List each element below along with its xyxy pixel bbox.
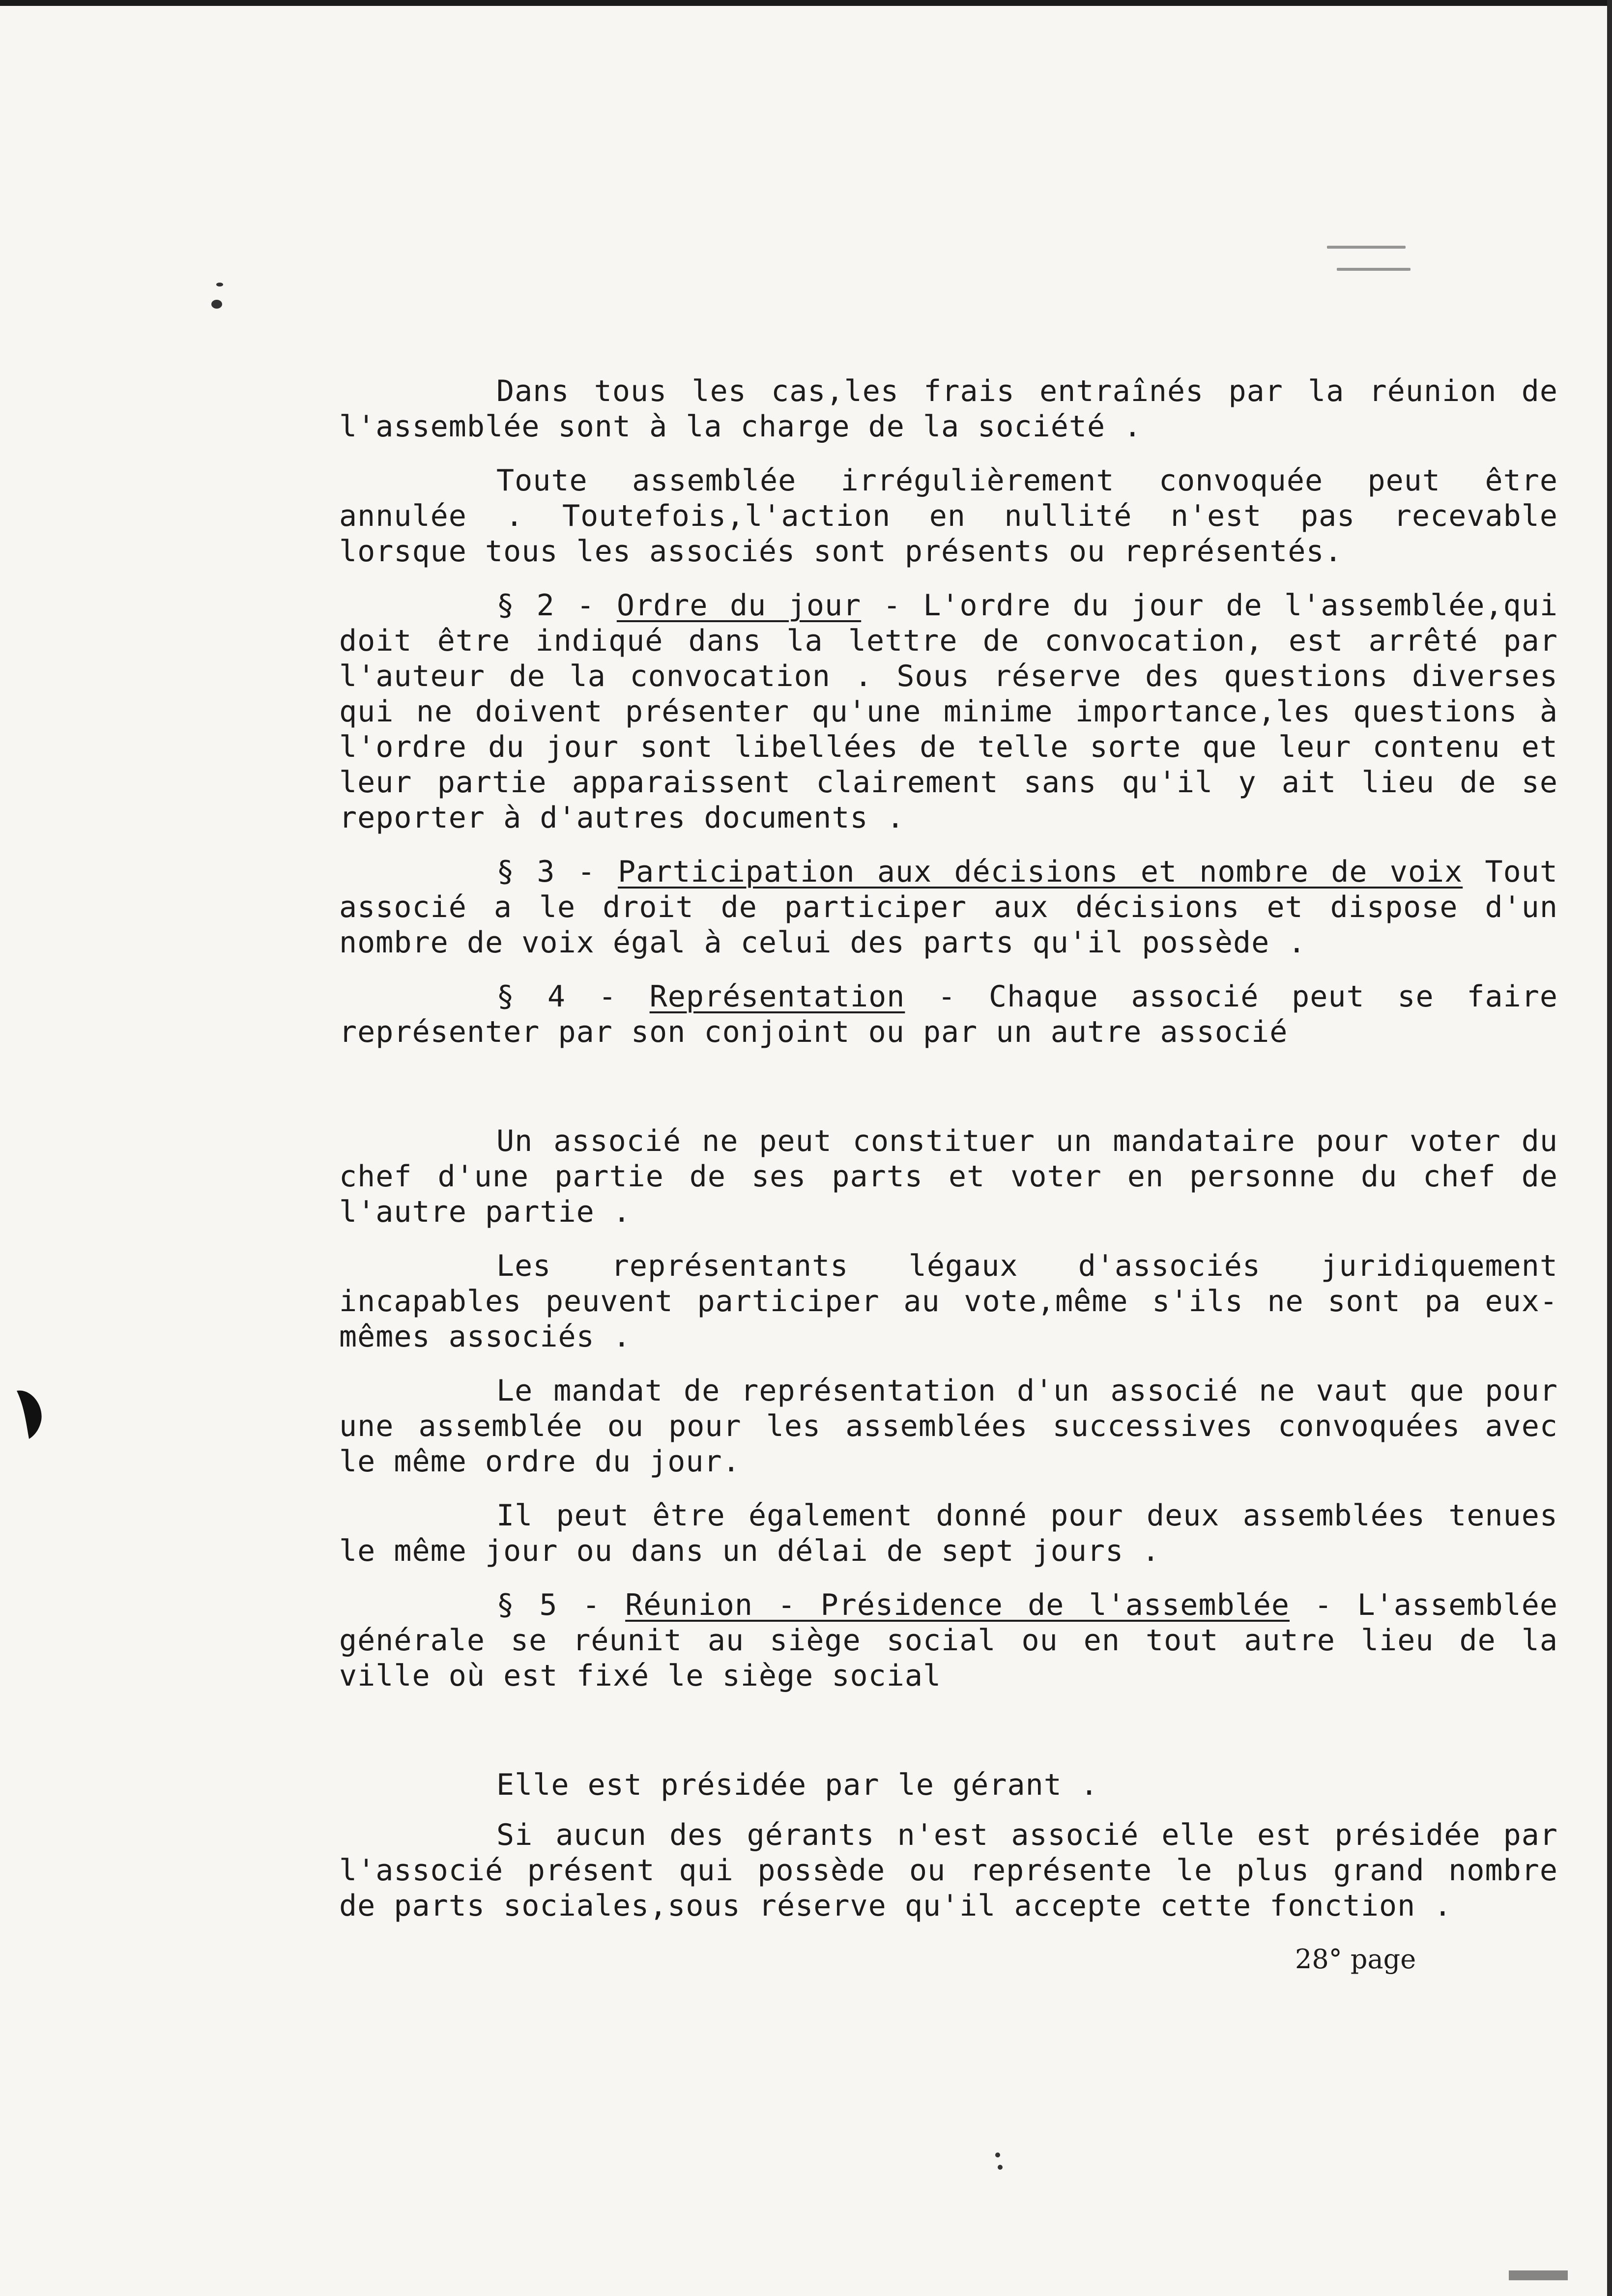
page-number: 28° page	[1295, 1944, 1416, 1975]
paragraph-text: - L'assemblée générale se réunit au siège social ou en tout autre lieu de la ville où est fixé le siège social	[339, 1588, 1558, 1693]
punch-hole-mark	[12, 1386, 46, 1440]
paragraph	[339, 1587, 1558, 1693]
scan-speck	[216, 283, 223, 287]
paragraph: Les représentants légaux d'associés juridiquement incapables peuvent participer au vote,même s'ils ne sont pa eux-mêmes associés .	[339, 1249, 1558, 1354]
scan-top-edge	[0, 0, 1612, 6]
paragraph	[339, 979, 1558, 1050]
section-heading: Représentation	[649, 979, 905, 1014]
scan-right-edge	[1607, 0, 1612, 2296]
section-heading: Ordre du jour	[616, 588, 862, 623]
paragraph: Dans tous les cas,les frais entraînés par la réunion de l'assemblée sont à la charge de la société .	[339, 374, 1558, 444]
scan-speck	[211, 300, 222, 309]
section-heading: Participation aux décisions et nombre de voix	[618, 855, 1463, 889]
paragraph: Elle est présidée par le gérant .	[496, 1768, 1099, 1802]
paragraph-text: Tout associé a le droit de participer aux décisions et dispose d'un nombre de voix égal à celui des parts qu'il possède .	[339, 855, 1558, 960]
section-heading: Réunion - Présidence de l'assemblée	[625, 1588, 1290, 1622]
scan-corner-mark	[1509, 2270, 1568, 2280]
scan-speck	[998, 2165, 1003, 2170]
paragraph: Si aucun des gérants n'est associé elle est présidée par l'associé présent qui possède ou représente le plus grand nombre de parts sociales,sous réserve qu'il accepte cette fonction .	[339, 1818, 1558, 1923]
paragraph-text: - L'ordre du jour de l'assemblée,qui doit être indiqué dans la lettre de convocation, est arrêté par l'auteur de la convocation . Sous réserve des questions diverses qui ne doivent présenter qu'une minime importance,les questions à l'ordre du jour sont libellées de telle sorte que leur contenu et leur partie apparaissent clairement sans qu'il y ait lieu de se reporter à d'autres documents .	[339, 588, 1558, 835]
document-body	[339, 373, 1558, 1942]
paragraph: Un associé ne peut constituer un mandataire pour voter du chef d'une partie de ses parts et voter en personne du chef de l'autre partie .	[339, 1124, 1558, 1229]
paragraph	[339, 588, 1558, 835]
section-number: § 3 -	[496, 855, 618, 889]
scan-speck	[1337, 268, 1410, 271]
scan-speck	[995, 2152, 1000, 2157]
paragraph: Toute assemblée irrégulièrement convoquée peut être annulée . Toutefois,l'action en nullité n'est pas recevable lorsque tous les associés sont présents ou représentés.	[339, 463, 1558, 569]
section-number: § 2 -	[496, 588, 617, 623]
paragraph	[339, 854, 1558, 960]
paragraph-text: - Chaque associé peut se faire représenter par son conjoint ou par un autre associé	[339, 979, 1558, 1049]
section-number: § 4 -	[496, 979, 650, 1014]
paragraph: Il peut être également donné pour deux assemblées tenues le même jour ou dans un délai de sept jours .	[339, 1498, 1558, 1568]
section-number: § 5 -	[496, 1588, 626, 1622]
paragraph: Le mandat de représentation d'un associé ne vaut que pour une assemblée ou pour les assemblées successives convoquées avec le même ordre du jour.	[339, 1374, 1558, 1479]
scan-speck	[1327, 246, 1406, 249]
